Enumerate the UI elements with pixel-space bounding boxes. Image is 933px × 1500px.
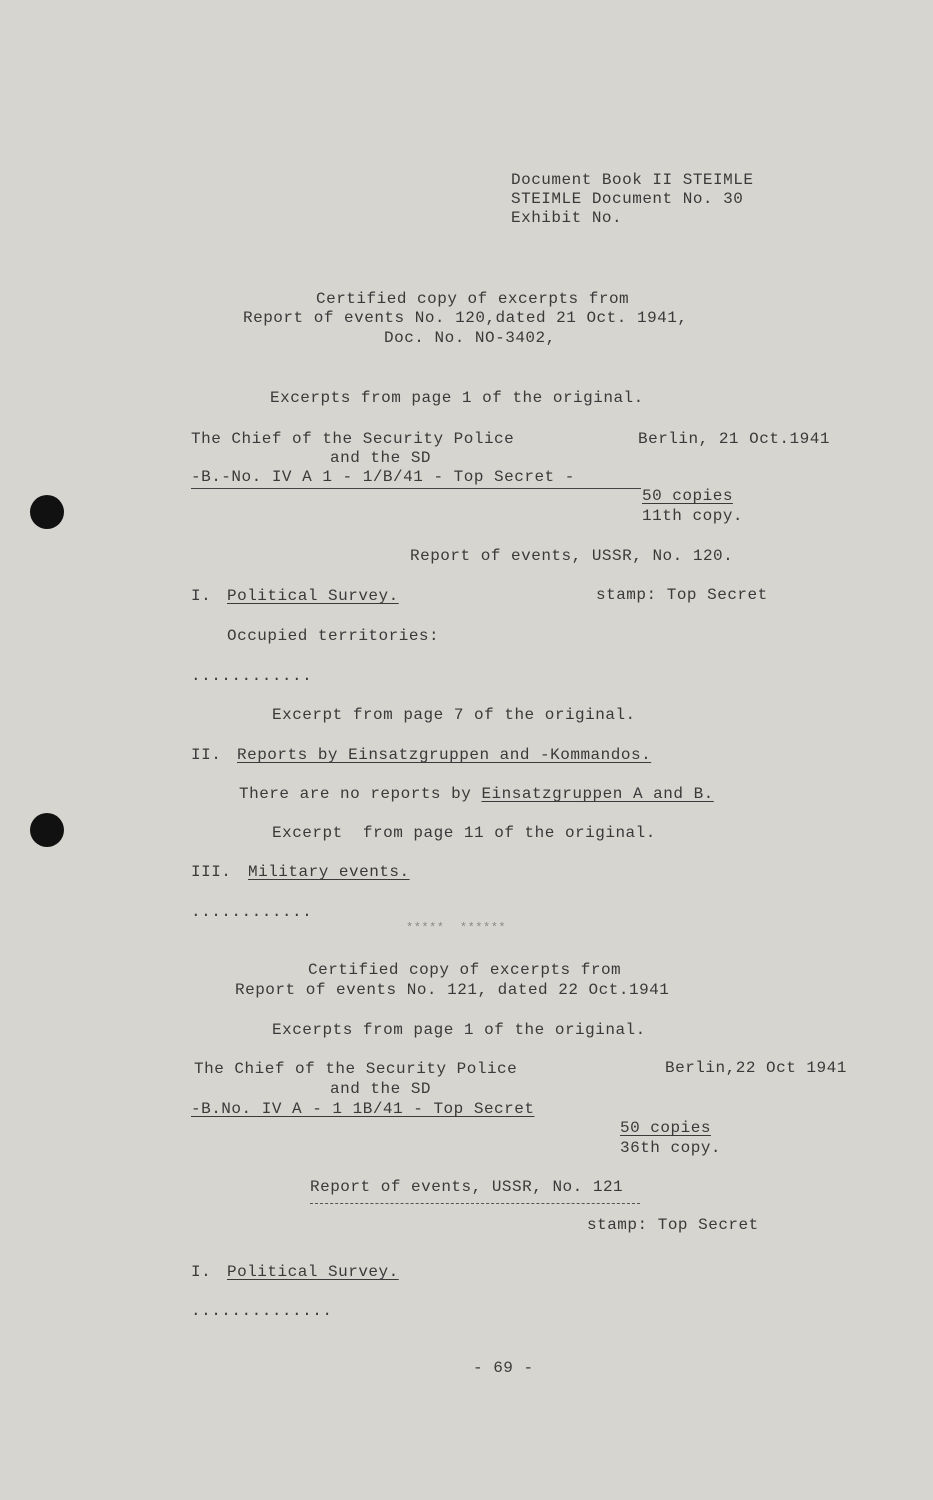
excerpt-page-7: Excerpt from page 7 of the original. [272, 706, 636, 724]
header-exhibit-no: Exhibit No. [511, 209, 623, 227]
sender1-copies: 50 copies [642, 487, 733, 505]
section-3-number: III. [191, 863, 232, 881]
excerpt-page-1: Excerpts from page 1 of the original. [270, 389, 644, 407]
section-1-number: I. [191, 587, 212, 605]
excerpt-page-11: Excerpt from page 11 of the original. [272, 824, 656, 842]
punch-hole-bottom [30, 813, 64, 847]
sender1-copy-number: 11th copy. [642, 507, 744, 525]
header-book: Document Book II STEIMLE [511, 171, 754, 189]
report-121-title: Report of events, USSR, No. 121 [310, 1178, 624, 1196]
header-document-no: STEIMLE Document No. 30 [511, 190, 744, 208]
cert1-line2: Report of events No. 120,dated 21 Oct. 1941, [243, 309, 688, 327]
sender2-place-date: Berlin,22 Oct 1941 [665, 1059, 847, 1077]
page-number: - 69 - [473, 1359, 534, 1377]
cert1-line3: Doc. No. NO-3402, [384, 329, 556, 347]
no-reports-line [239, 784, 714, 804]
sender2-copies: 50 copies [620, 1119, 711, 1137]
no-reports-text: There are no reports by [239, 785, 482, 803]
sender1-reference-rule [191, 488, 641, 489]
stamp-top-secret-2: stamp: Top Secret [587, 1216, 759, 1234]
section-2-title: Reports by Einsatzgruppen and -Kommandos. [237, 746, 652, 764]
sender1-chief: The Chief of the Security Police [191, 430, 515, 448]
section-3-title: Military events. [248, 863, 410, 881]
report-121-dashed-rule [310, 1203, 640, 1204]
omission-dots-2: ............ [191, 903, 313, 921]
einsatzgruppen-a-b: Einsatzgruppen A and B. [481, 785, 714, 803]
sender2-copy-number: 36th copy. [620, 1139, 722, 1157]
cert2-line2: Report of events No. 121, dated 22 Oct.1941 [235, 981, 670, 999]
section-1-title: Political Survey. [227, 587, 399, 605]
omission-dots-3: .............. [191, 1302, 333, 1320]
sender2-sd: and the SD [330, 1080, 432, 1098]
section-1b-title: Political Survey. [227, 1263, 399, 1281]
sender1-place-date: Berlin, 21 Oct.1941 [638, 430, 830, 448]
cert1-line1: Certified copy of excerpts from [316, 290, 630, 308]
occupied-territories: Occupied territories: [227, 627, 440, 645]
cert2-line1: Certified copy of excerpts from [308, 961, 622, 979]
separator-stars: ***** ****** [406, 921, 507, 935]
section-2-number: II. [191, 746, 222, 764]
sender1-sd: and the SD [330, 449, 432, 467]
sender1-reference: -B.-No. IV A 1 - 1/B/41 - Top Secret - [191, 468, 575, 486]
omission-dots-1: ............ [191, 667, 313, 685]
stamp-top-secret-1: stamp: Top Secret [596, 586, 768, 604]
report-120-title: Report of events, USSR, No. 120. [410, 547, 734, 565]
punch-hole-top [30, 495, 64, 529]
section-1b-number: I. [191, 1263, 212, 1281]
sender2-chief: The Chief of the Security Police [194, 1060, 518, 1078]
sender2-reference: -B.No. IV A - 1 1B/41 - Top Secret [191, 1100, 535, 1118]
excerpt2-page-1: Excerpts from page 1 of the original. [272, 1021, 646, 1039]
